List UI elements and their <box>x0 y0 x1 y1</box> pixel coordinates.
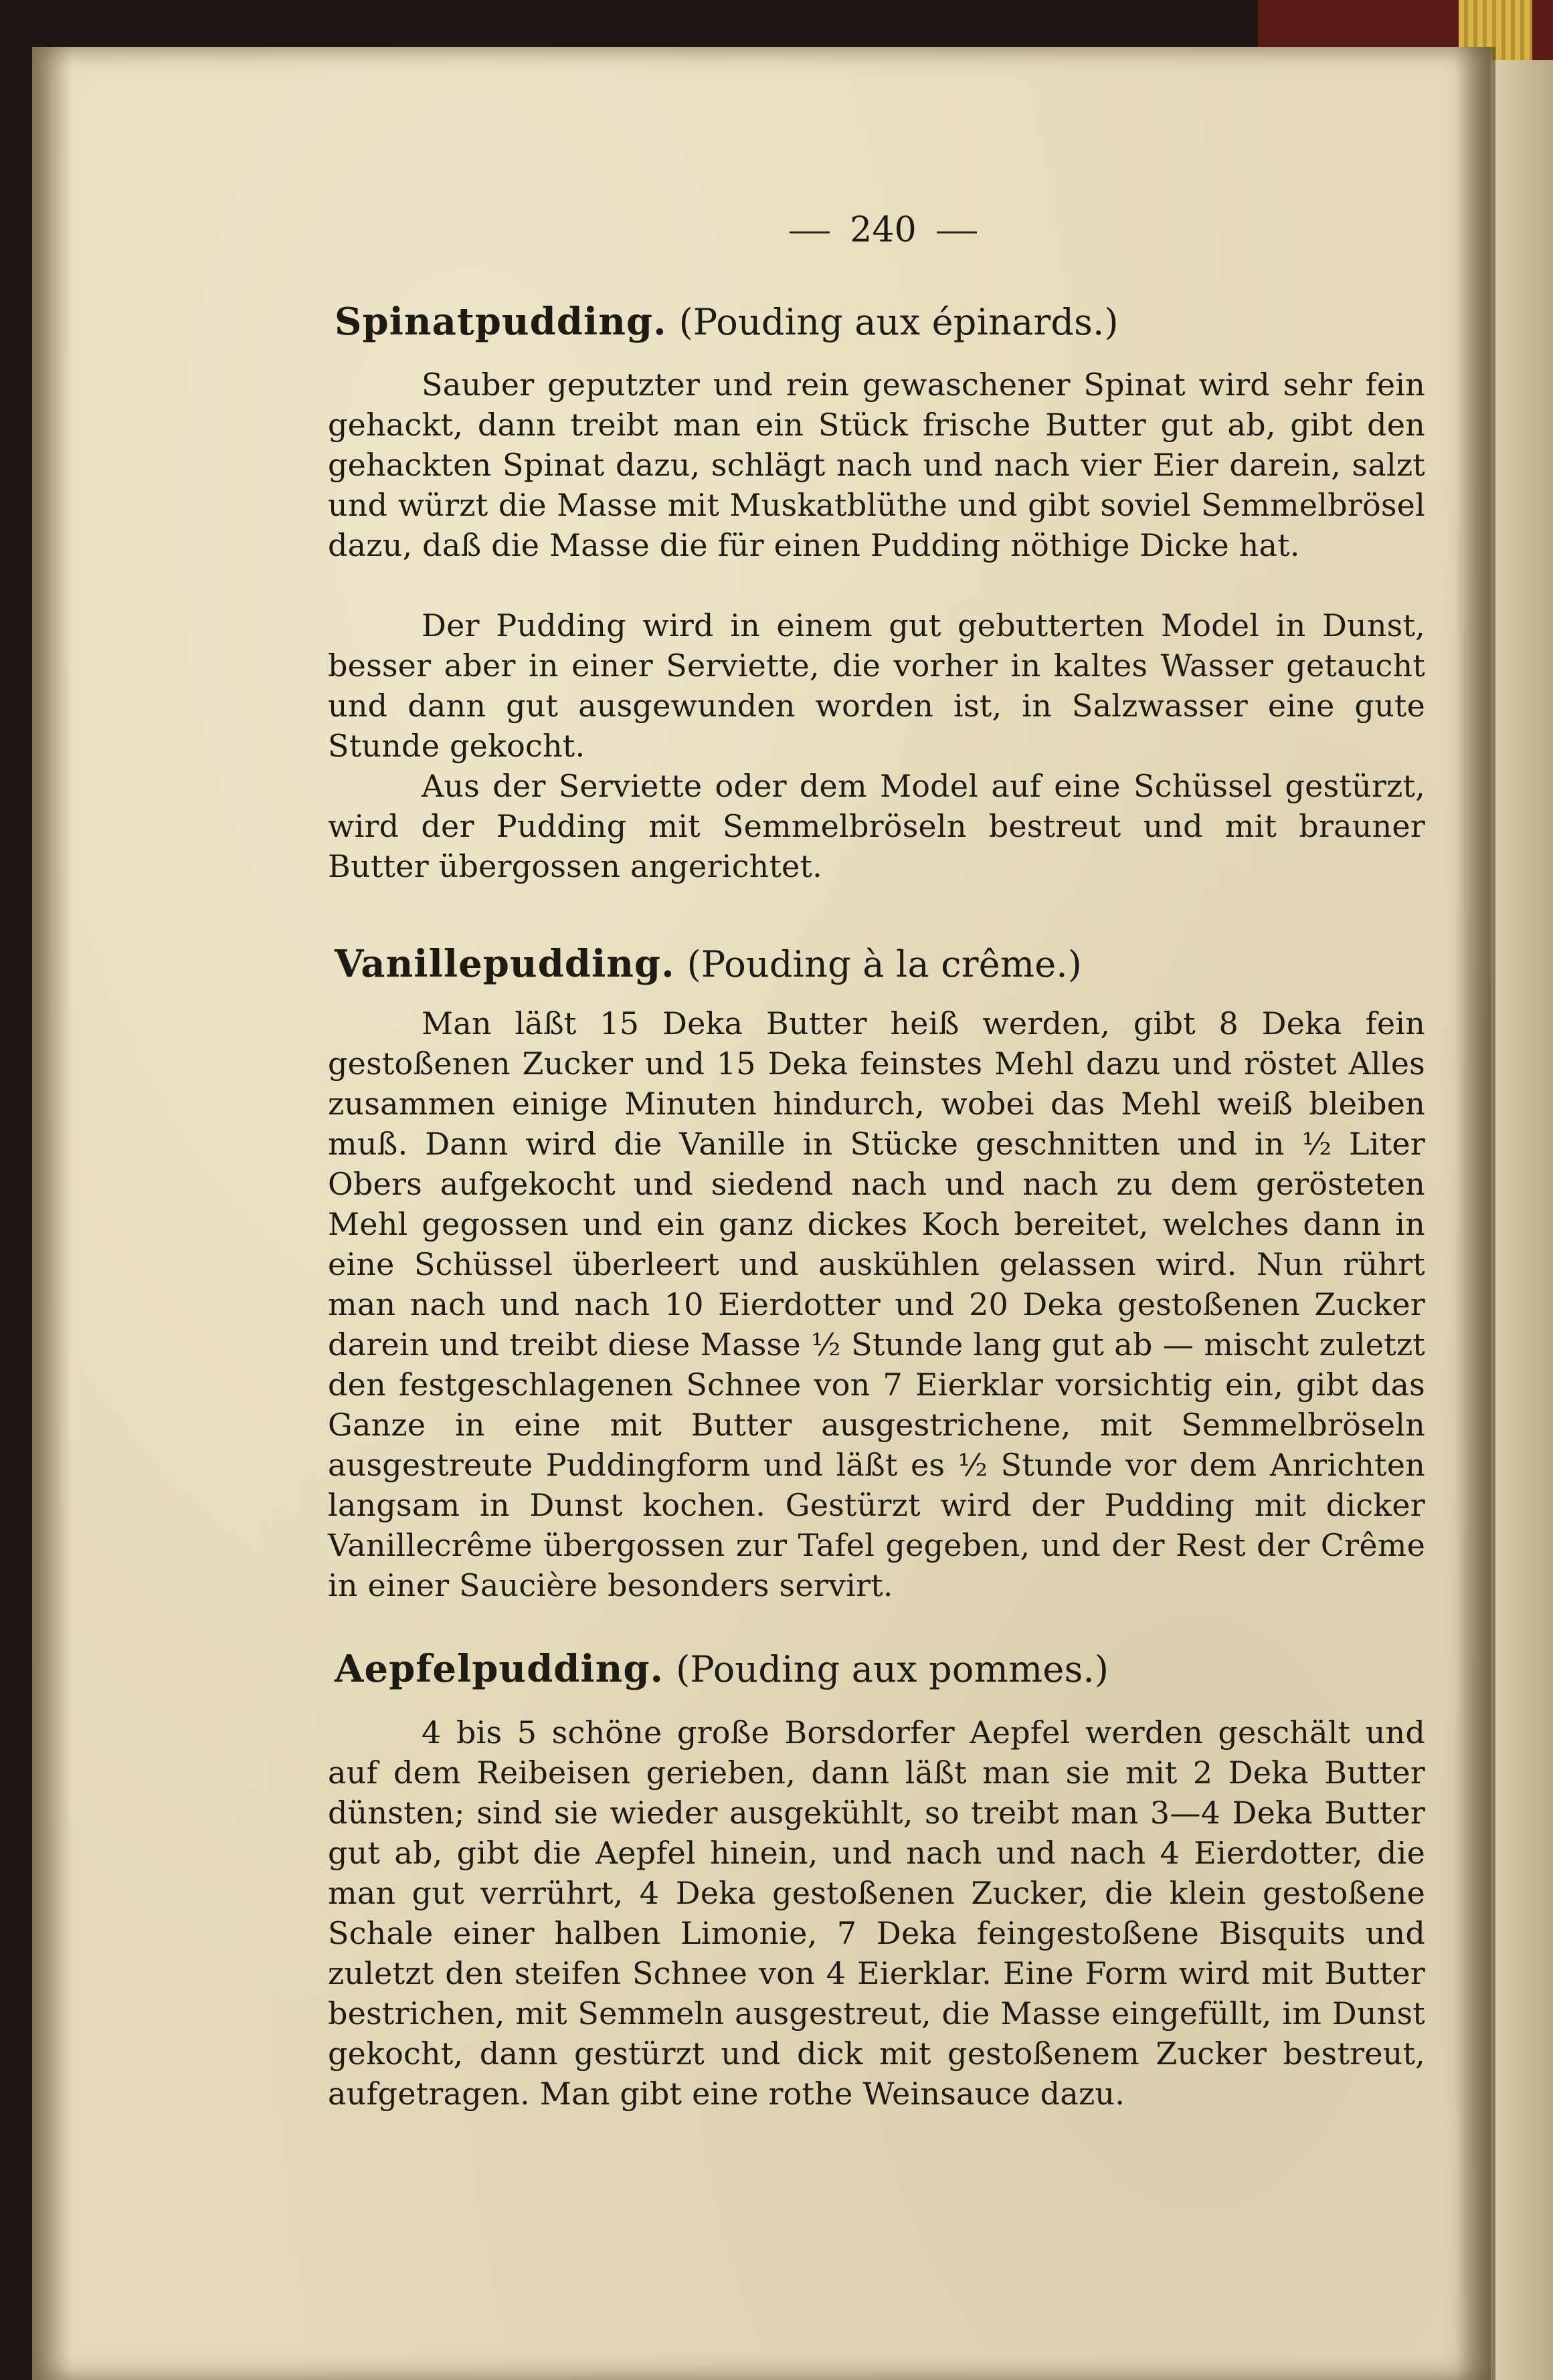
recipe-title-german: Aepfelpudding. <box>335 1647 664 1691</box>
recipe-heading-vanillepudding <box>335 940 1445 988</box>
recipe-title-french: (Pouding à la crême.) <box>687 943 1083 985</box>
page-number-dash-left <box>790 231 830 233</box>
recipe-paragraph: Sauber geputzter und rein gewaschener Spinat wird sehr fein gehackt, dann treibt man ein Stück frische Butter gut ab, gibt den gehackten Spinat dazu, schlägt nach und nach vier Eier darein, salzt und würzt die Masse mit Muskatblüthe und gibt soviel Semmelbrösel dazu, daß die Masse die für einen Pudding nöthige Dicke hat. <box>328 367 1425 563</box>
recipe-title-french: (Pouding aux pommes.) <box>676 1648 1109 1690</box>
recipe-heading-spinatpudding <box>335 298 1445 346</box>
spine-shadow <box>32 47 72 2380</box>
recipe-paragraph: Der Pudding wird in einem gut gebutterten Model in Dunst, besser aber in einer Serviette, die vorher in kaltes Wasser getaucht und dann gut ausgewunden worden ist, in Salzwasser eine gute Stunde gekocht. <box>328 607 1425 764</box>
recipe-paragraph: Man läßt 15 Deka Butter heiß werden, gibt 8 Deka fein gestoßenen Zucker und 15 Deka feinstes Mehl dazu und röstet Alles zusammen einige Minuten hindurch, wobei das Mehl weiß bleiben muß. Dann wird die Vanille in Stücke geschnitten und in ½ Liter Obers aufgekocht und siedend nach und nach zu dem gerösteten Mehl gegossen und ein ganz dickes Koch bereitet, welches dann in eine Schüssel überleert und auskühlen gelassen wird. Nun rührt man nach und nach 10 Eierdotter und 20 Deka gestoßenen Zucker darein und treibt diese Masse ½ Stunde lang gut ab — mischt zuletzt den festgeschlagenen Schnee von 7 Eierklar vorsichtig ein, gibt das Ganze in eine mit Butter ausgestrichene, mit Semmelbröseln ausgestreute Puddingform und läßt es ½ Stunde vor dem Anrichten langsam in Dunst kochen. Gestürzt wird der Pudding mit dicker Vanillecrême übergossen zur Tafel gegeben, und der Rest der Crême in einer Saucière besonders servirt. <box>328 1005 1425 1603</box>
recipe-paragraph: Aus der Serviette oder dem Model auf eine Schüssel gestürzt, wird der Pudding mit Semmelbröseln bestreut und mit brauner Butter übergossen angerichtet. <box>328 768 1425 884</box>
page-gutter <box>1455 47 1495 2380</box>
page-number <box>0 210 1553 250</box>
recipe-title-german: Vanillepudding. <box>335 942 675 986</box>
recipe-paragraph: 4 bis 5 schöne große Borsdorfer Aepfel werden geschält und auf dem Reibeisen gerieben, dann läßt man sie mit 2 Deka Butter dünsten; sind sie wieder ausgekühlt, so treibt man 3—4 Deka Butter gut ab, gibt die Aepfel hinein, und nach und nach 4 Eierdotter, die man gut verrührt, 4 Deka gestoßenen Zucker, die klein gestoßene Schale einer halben Limonie, 7 Deka feingestoßene Bisquits und zuletzt den steifen Schnee von 4 Eierklar. Eine Form wird mit Butter bestrichen, mit Semmeln ausgestreut, die Masse eingefüllt, im Dunst gekocht, dann gestürzt und dick mit gestoßenem Zucker bestreut, aufgetragen. Man gibt eine rothe Weinsauce dazu. <box>328 1714 1425 2112</box>
recipe-heading-aepfelpudding <box>335 1646 1445 1693</box>
recipe-title-german: Spinatpudding. <box>335 300 667 344</box>
page-number-value: 240 <box>850 210 917 250</box>
recipe-title-french: (Pouding aux épinards.) <box>678 301 1119 343</box>
page-number-dash-right <box>937 231 977 233</box>
